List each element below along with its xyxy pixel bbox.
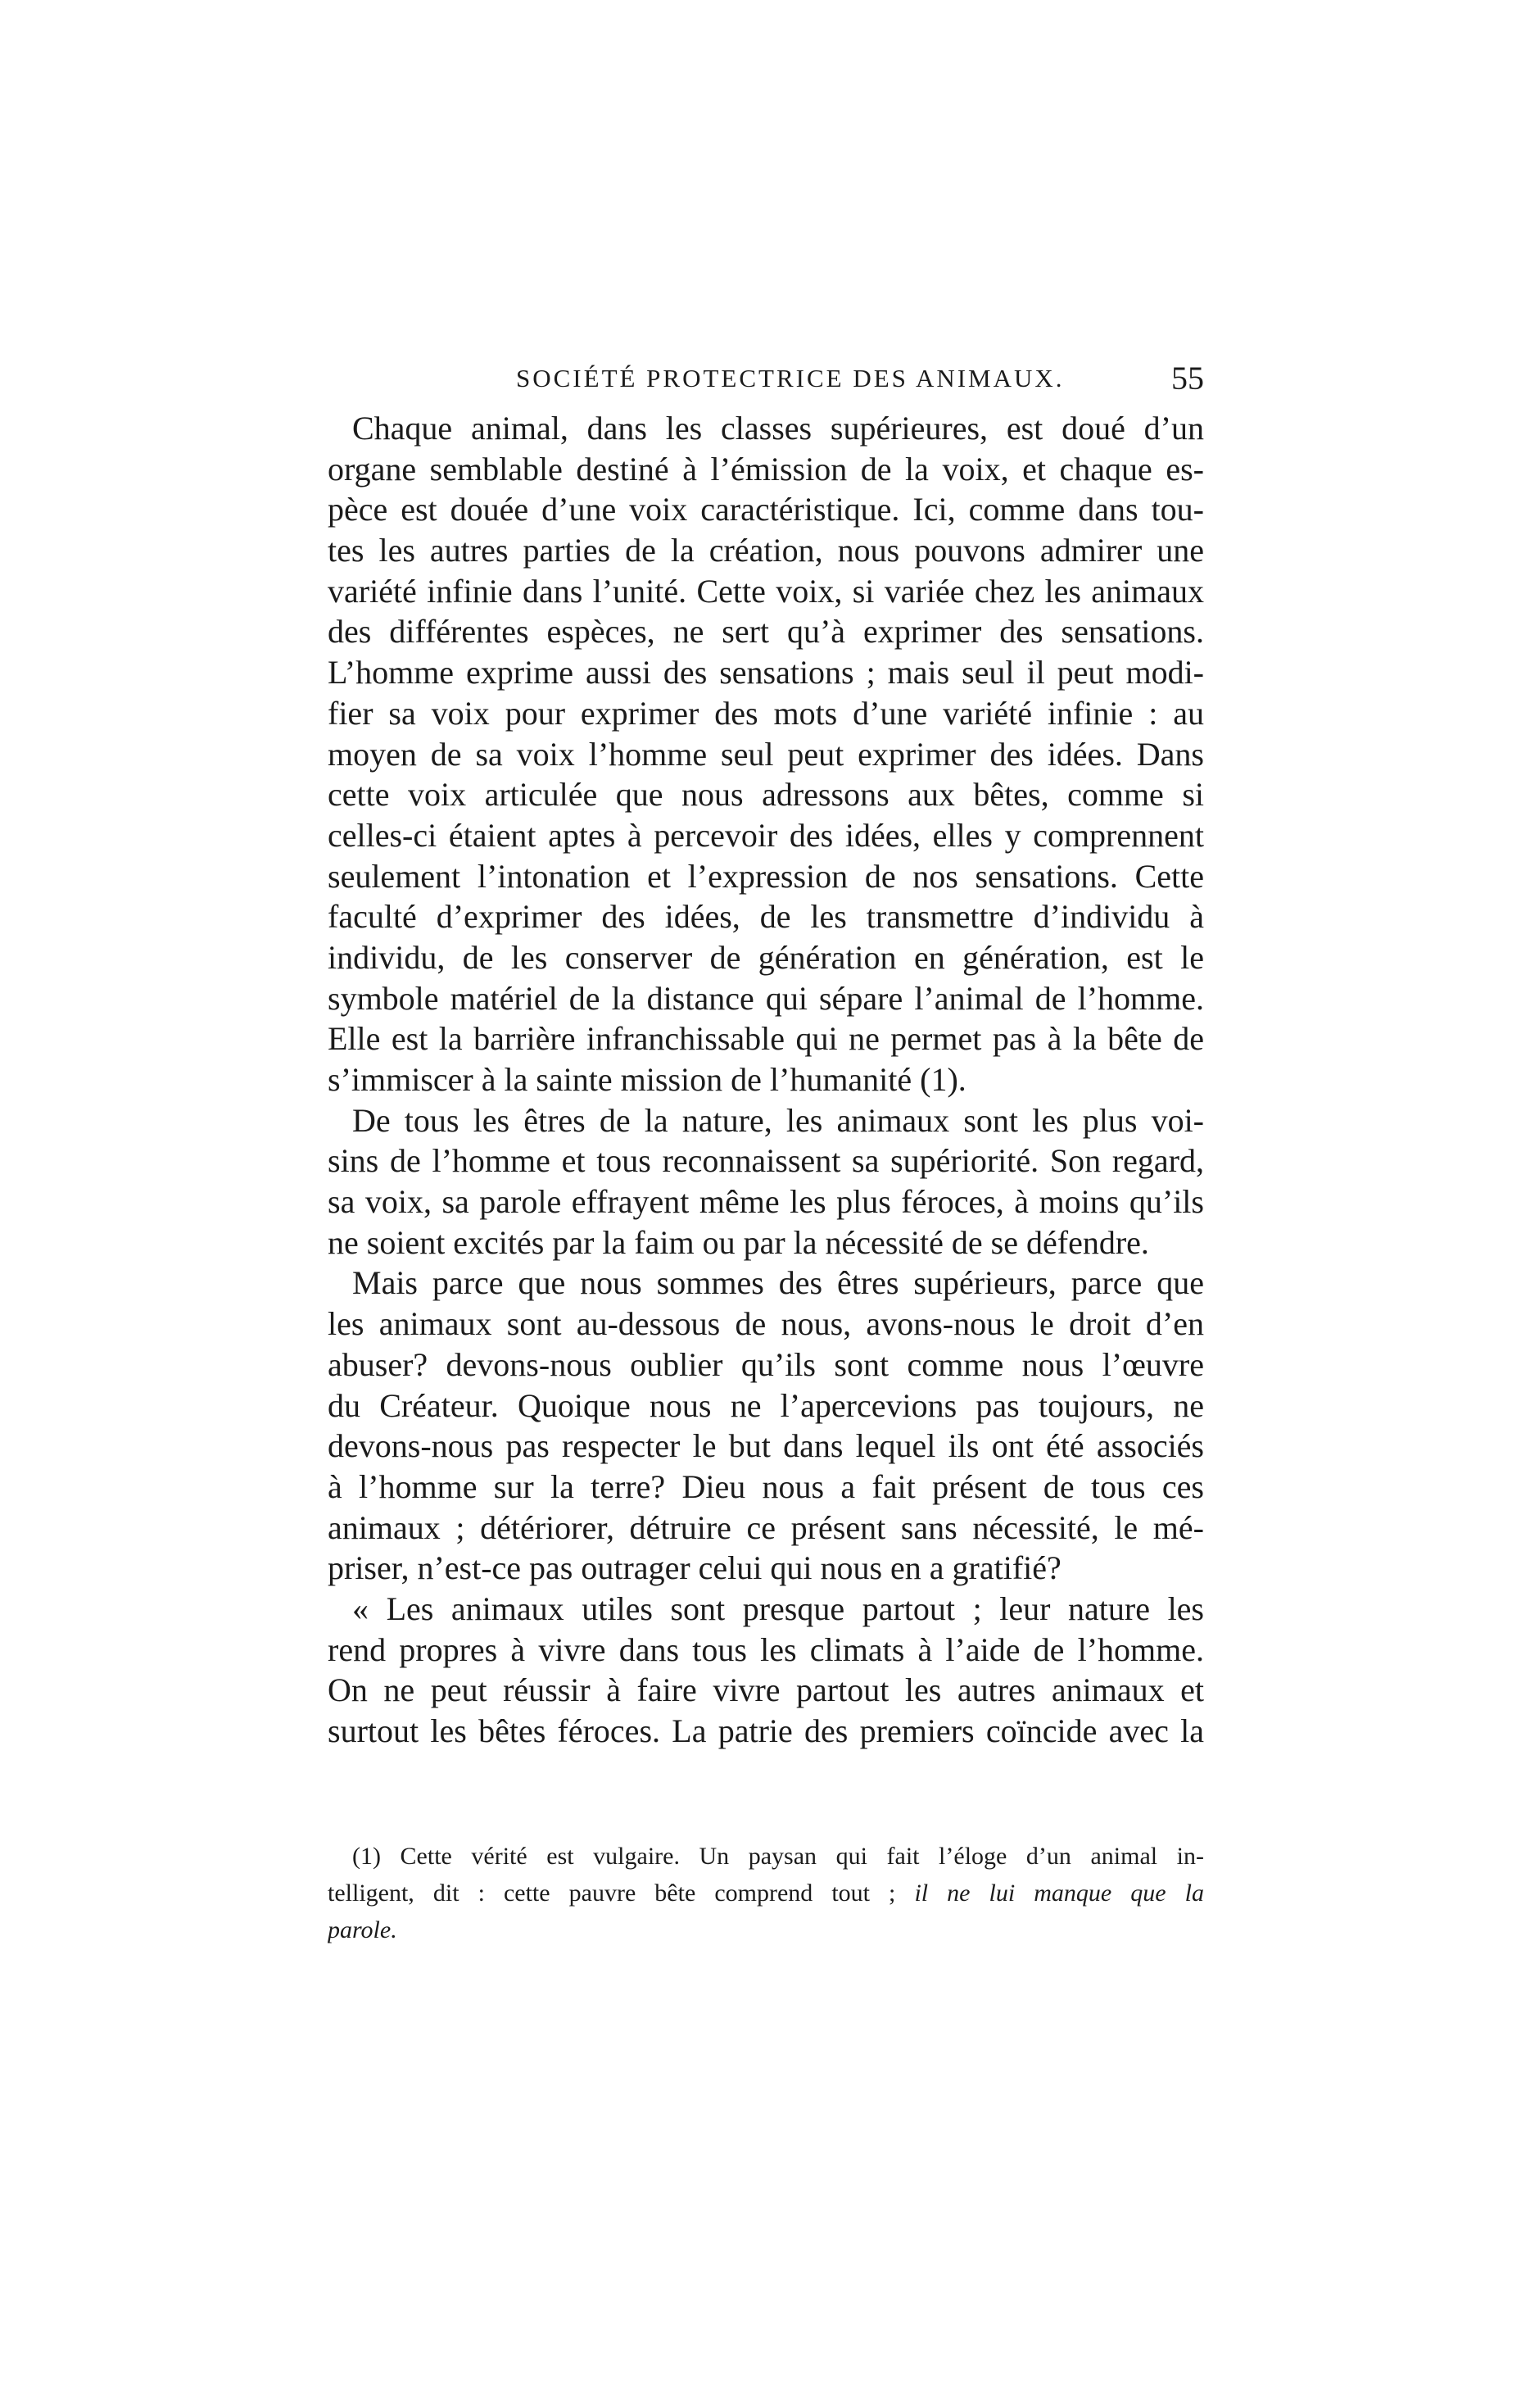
text-line: cette voix articulée que nous adressons aux bêtes, comme si: [328, 776, 1204, 814]
text-line: celles-ci étaient aptes à percevoir des idées, elles y comprennent: [328, 816, 1204, 854]
text-line: à l’homme sur la terre? Dieu nous a fait présent de tous ces: [328, 1467, 1204, 1505]
footnote-line: [328, 1875, 1204, 1911]
text-line: variété infinie dans l’unité. Cette voix, si variée chez les animaux: [328, 572, 1204, 610]
text-line: rend propres à vivre dans tous les climats à l’aide de l’homme.: [328, 1630, 1204, 1668]
text-line: individu, de les conserver de génération en génération, est le: [328, 938, 1204, 976]
body-text: [328, 408, 1204, 1752]
text-line: moyen de sa voix l’homme seul peut exprimer des idées. Dans: [328, 735, 1204, 773]
text-line: Elle est la barrière infranchissable qui ne permet pas à la bête de: [328, 1020, 1204, 1058]
text-line: priser, n’est-ce pas outrager celui qui nous en a gratifié?: [328, 1549, 1062, 1587]
text-line: du Créateur. Quoique nous ne l’apercevions pas toujours, ne: [328, 1386, 1204, 1424]
text-line: faculté d’exprimer des idées, de les transmettre d’individu à: [328, 898, 1204, 936]
text-line: L’homme exprime aussi des sensations ; mais seul il peut modi-: [328, 654, 1204, 692]
footnote-text: telligent, dit : cette pauvre bête comprend tout ;: [328, 1880, 896, 1907]
running-title: SOCIÉTÉ PROTECTRICE DES ANIMAUX.: [516, 364, 1065, 392]
text-line: pèce est douée d’une voix caractéristique. Ici, comme dans tou-: [328, 491, 1204, 528]
text-line: s’immiscer à la sainte mission de l’humanité (1).: [328, 1061, 966, 1098]
text-line: abuser? devons-nous oublier qu’ils sont comme nous l’œuvre: [328, 1345, 1204, 1383]
footnote-line: (1) Cette vérité est vulgaire. Un paysan qui fait l’éloge d’un animal in-: [352, 1843, 1204, 1870]
text-line: Chaque animal, dans les classes supérieures, est doué d’un: [352, 410, 1204, 447]
footnote: [328, 1838, 1204, 1948]
footnote-line: parole.: [328, 1916, 397, 1943]
text-line: tes les autres parties de la création, nous pouvons admirer une: [328, 532, 1204, 569]
text-line: organe semblable destiné à l’émission de la voix, et chaque es-: [328, 450, 1204, 487]
running-header: [483, 359, 1204, 408]
text-line: animaux ; détériorer, détruire ce présent sans nécessité, le mé-: [328, 1508, 1204, 1546]
text-line: « Les animaux utiles sont presque partout ; leur nature les: [352, 1589, 1204, 1627]
text-line: sins de l’homme et tous reconnaissent sa supériorité. Son regard,: [328, 1142, 1204, 1180]
text-line: symbole matériel de la distance qui sépare l’animal de l’homme.: [328, 979, 1204, 1017]
text-line: De tous les êtres de la nature, les animaux sont les plus voi-: [352, 1101, 1204, 1139]
text-line: les animaux sont au-dessous de nous, avons-nous le droit d’en: [328, 1305, 1204, 1343]
page-number: 55: [1171, 360, 1204, 397]
text-line: des différentes espèces, ne sert qu’à exprimer des sensations.: [328, 613, 1204, 651]
text-line: surtout les bêtes féroces. La patrie des premiers coïncide avec la: [328, 1712, 1204, 1749]
text-line: fier sa voix pour exprimer des mots d’une variété infinie : au: [328, 694, 1204, 732]
text-line: seulement l’intonation et l’expression de nos sensations. Cette: [328, 857, 1204, 895]
text-line: ne soient excités par la faim ou par la nécessité de se défendre.: [328, 1223, 1149, 1261]
text-line: sa voix, sa parole effrayent même les plus féroces, à moins qu’ils: [328, 1183, 1204, 1221]
footnote-italic-text: il ne lui manque que la: [914, 1880, 1204, 1907]
text-line: Mais parce que nous sommes des êtres supérieurs, parce que: [352, 1264, 1204, 1302]
text-line: On ne peut réussir à faire vivre partout les autres animaux et: [328, 1671, 1204, 1709]
text-line: devons-nous pas respecter le but dans lequel ils ont été associés: [328, 1427, 1204, 1465]
